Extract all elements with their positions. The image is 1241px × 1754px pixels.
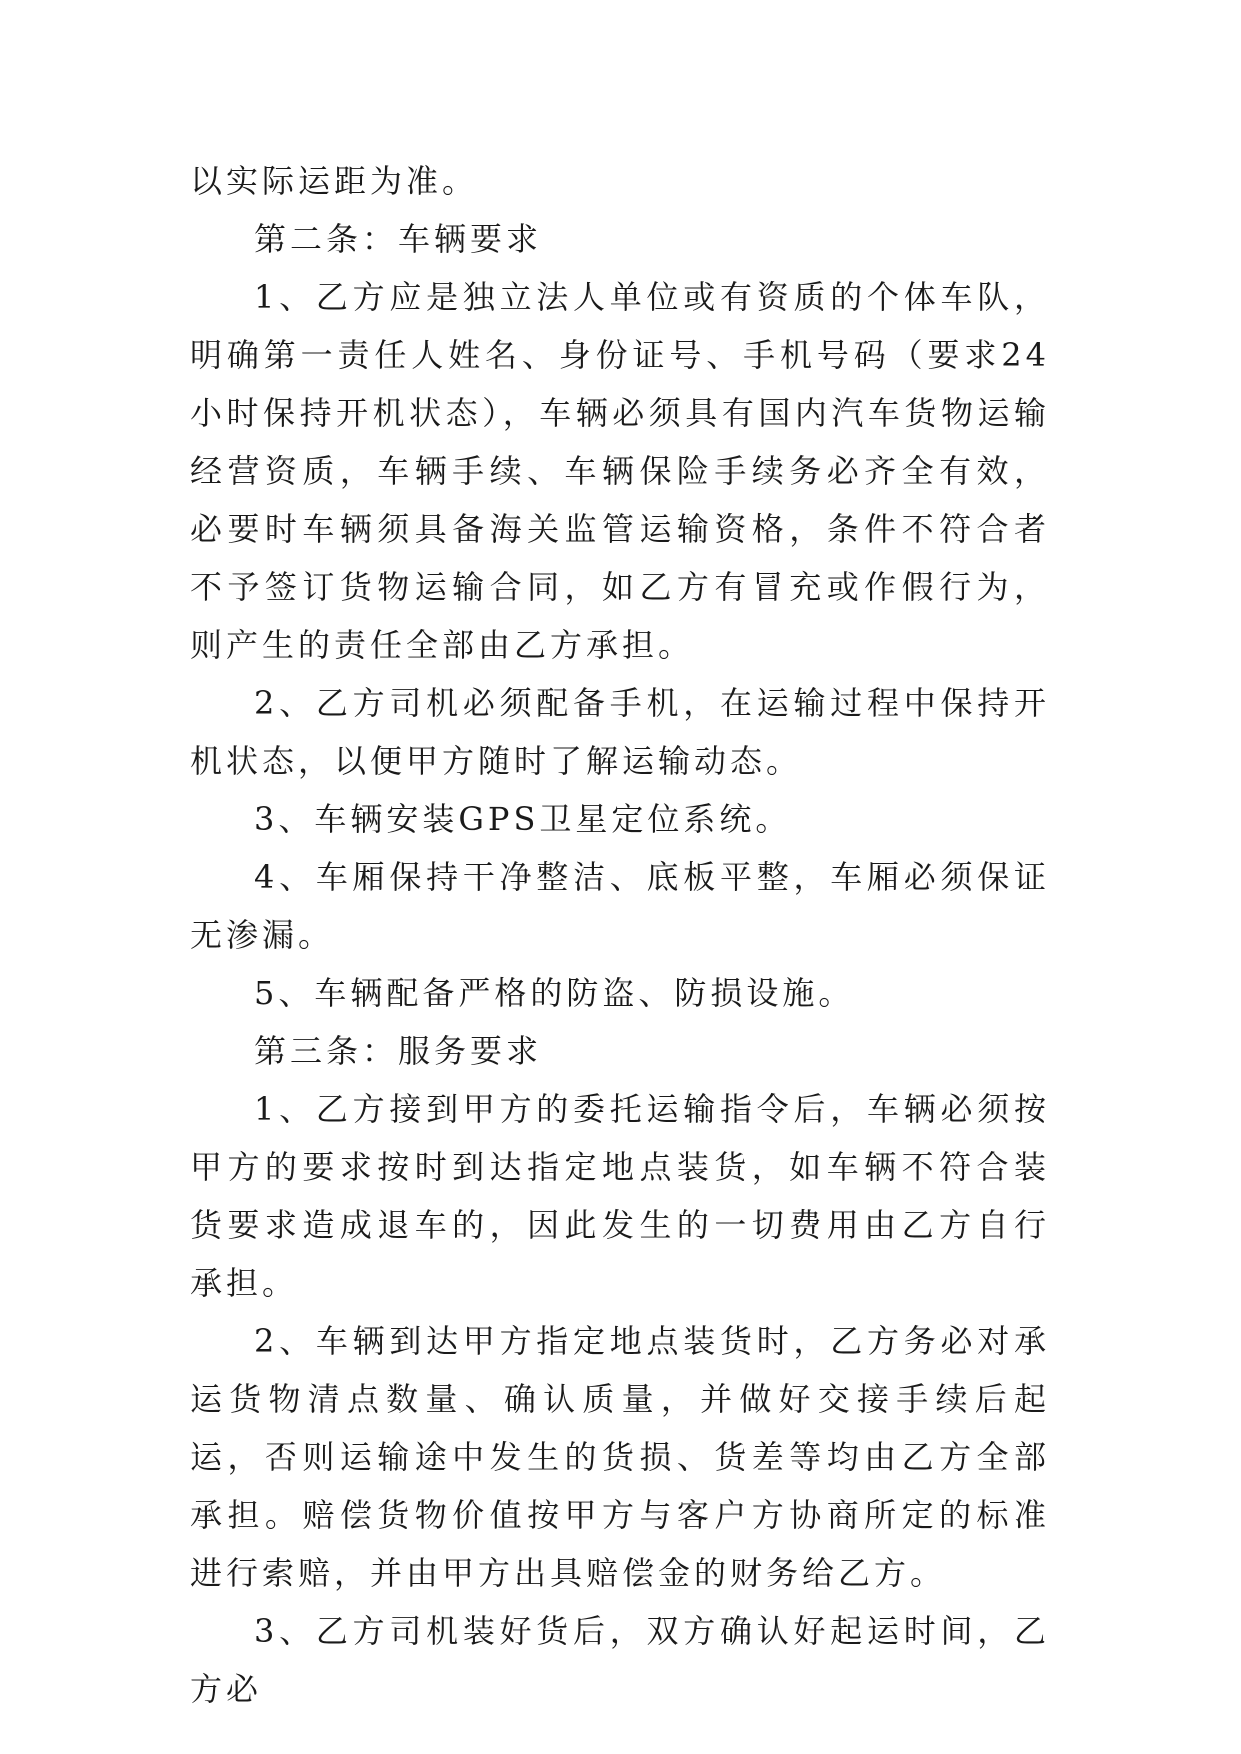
article-heading-service-requirements: 第三条：服务要求 [254, 1032, 543, 1070]
article-heading-vehicle-requirements: 第二条：车辆要求 [254, 220, 543, 258]
vehicle-clause-1: 1、乙方应是独立法人单位或有资质的个体车队，明确第一责任人姓名、身份证号、手机号码（要求24小时保持开机状态），车辆必须具有国内汽车货物运输经营资质，车辆手续、车辆保险手续务必齐全有效，必要时车辆须具备海关监管运输资格，条件不符合者不予签订货物运输合同，如乙方有冒充或作假行为，则产生的责任全部由乙方承担。 [190, 278, 1050, 664]
service-clause-1: 1、乙方接到甲方的委托运输指令后，车辆必须按甲方的要求按时到达指定地点装货，如车辆不符合装货要求造成退车的，因此发生的一切费用由乙方自行承担。 [190, 1090, 1050, 1302]
vehicle-clause-4: 4、车厢保持干净整洁、底板平整，车厢必须保证无渗漏。 [190, 858, 1050, 954]
service-clause-3: 3、乙方司机装好货后，双方确认好起运时间，乙方必 [190, 1612, 1050, 1708]
vehicle-clause-2: 2、乙方司机必须配备手机，在运输过程中保持开机状态，以便甲方随时了解运输动态。 [190, 684, 1050, 780]
vehicle-clause-3: 3、车辆安装GPS卫星定位系统。 [254, 800, 792, 838]
service-clause-2: 2、车辆到达甲方指定地点装货时，乙方务必对承运货物清点数量、确认质量，并做好交接手续后起运，否则运输途中发生的货损、货差等均由乙方全部承担。赔偿货物价值按甲方与客户方协商所定的标准进行索赔，并由甲方出具赔偿金的财务给乙方。 [190, 1322, 1050, 1592]
paragraph-continuation: 以实际运距为准。 [190, 162, 479, 200]
vehicle-clause-5: 5、车辆配备严格的防盗、防损设施。 [254, 974, 855, 1012]
document-body [190, 152, 1050, 1718]
